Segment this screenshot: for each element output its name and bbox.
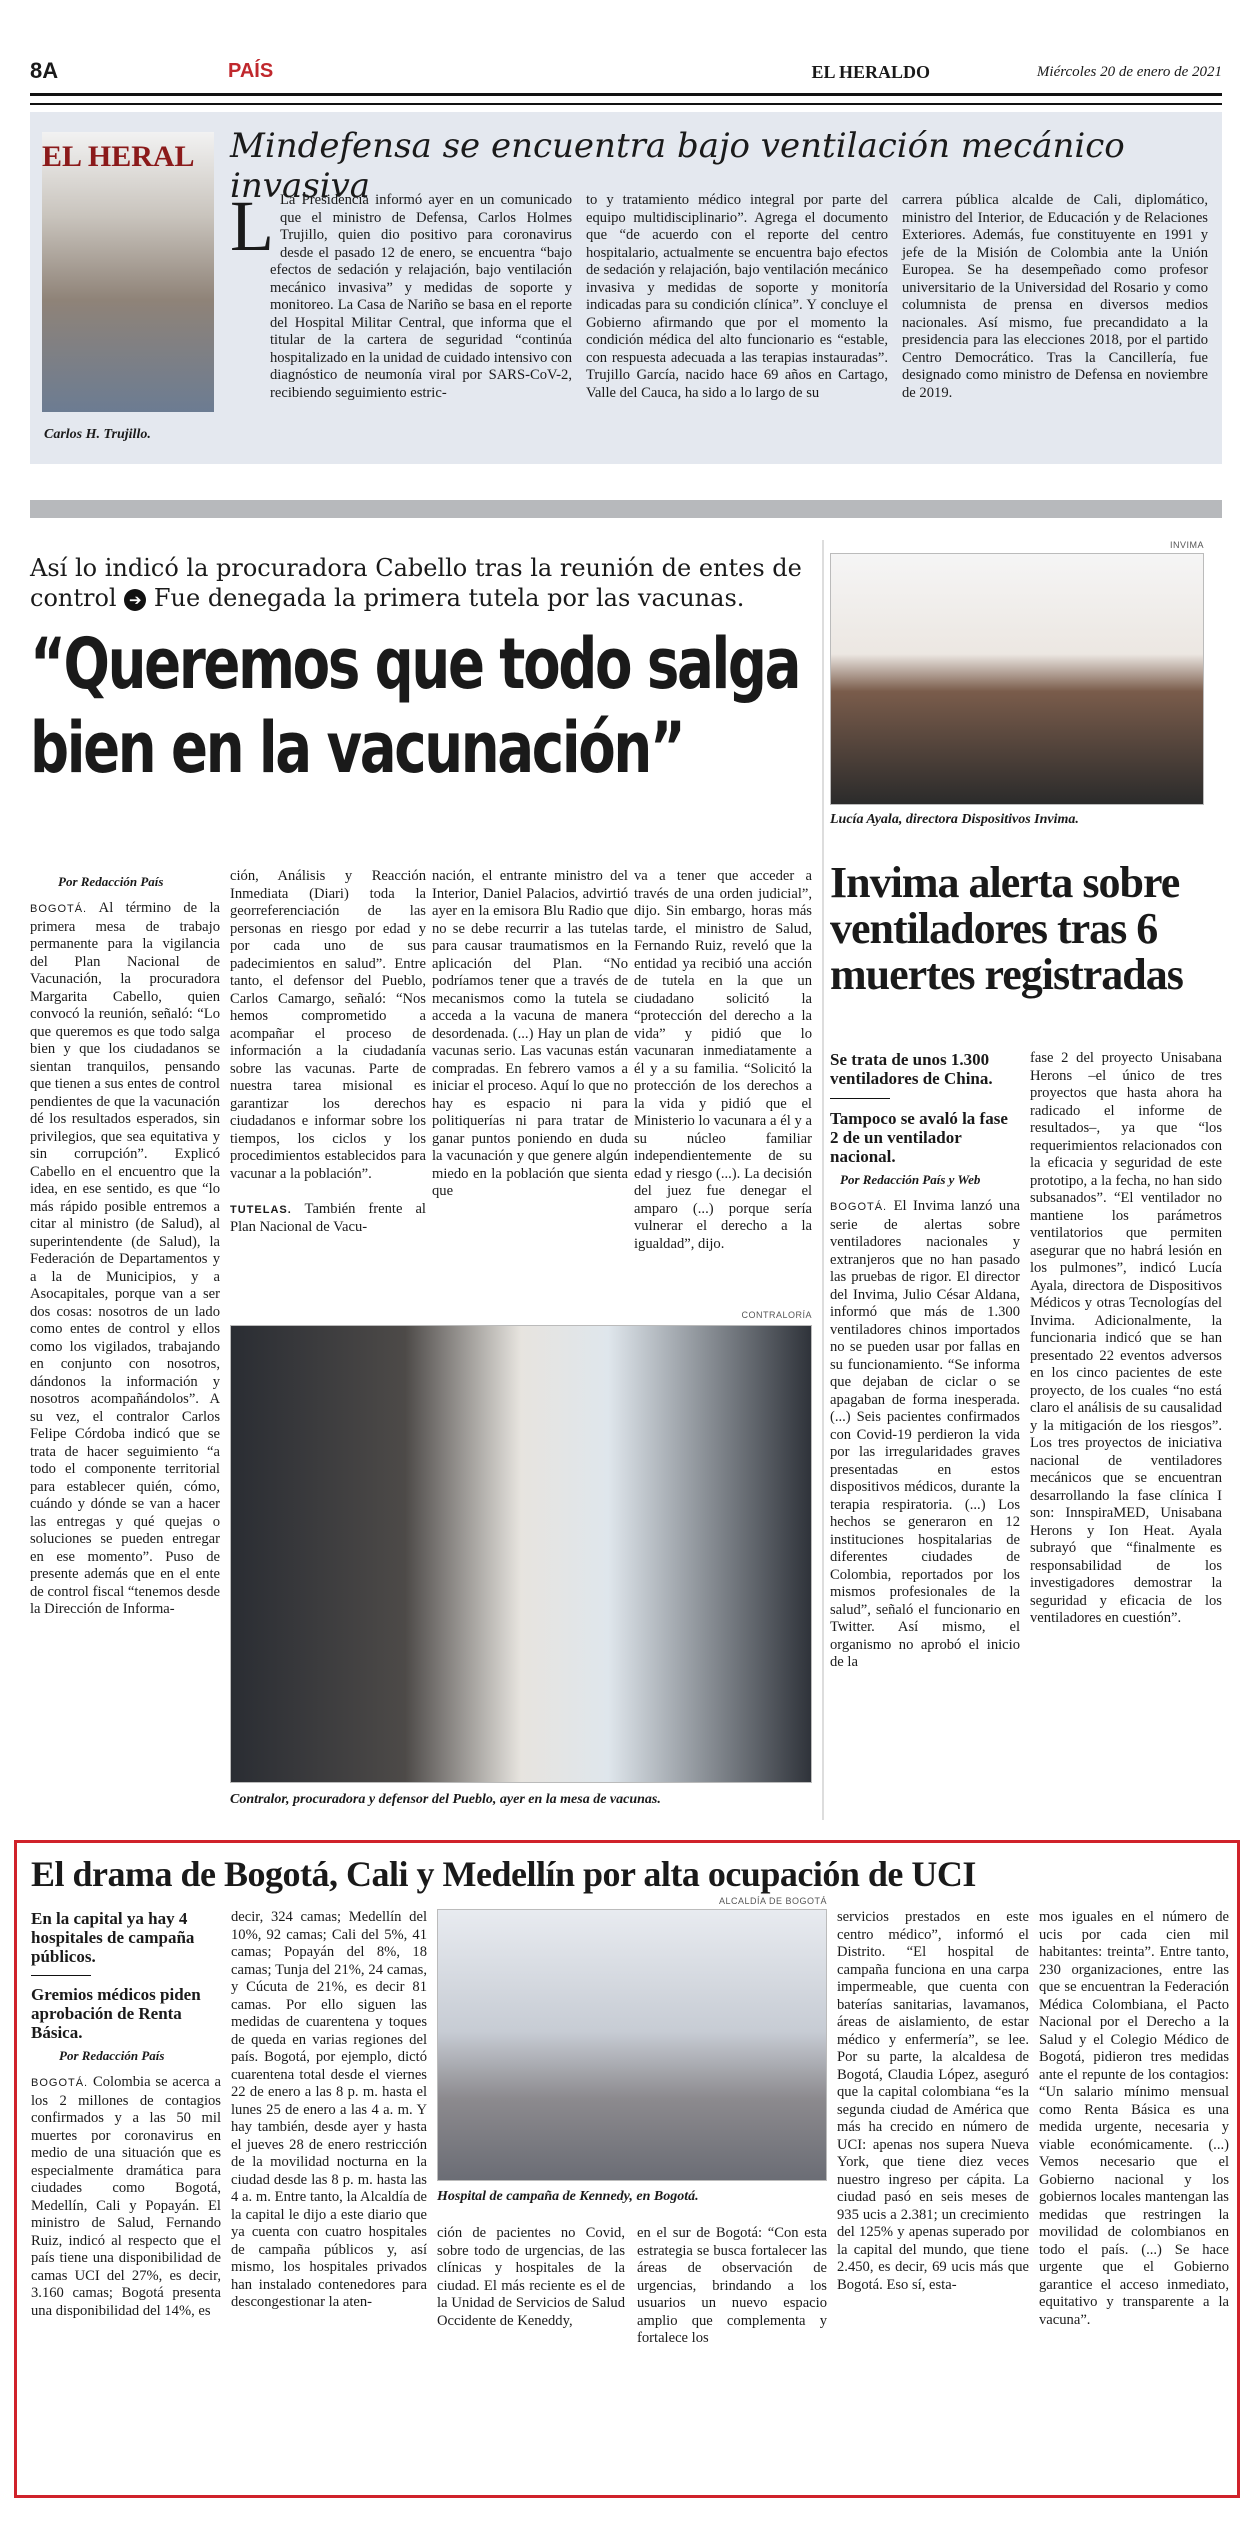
top-col-3: carrera pública alcalde de Cali, diplomático, ministro del Interior, de Educación y de Relaciones Exteriores. Además, fue constituyente en 1991 y jefe de la Misión de Colombia ante la Unión Europea. Se ha desempeñado como profesor universitario de la Universidad del Rosario y como columnista de prensa en diversos medios nacionales. Así mismo, fue precandidato a la presidencia para las elecciones 2018, por el partido Centro Democrático. Tras la Cancillería, fue designado como ministro de Defensa en noviembre de 2019.	[902, 192, 1208, 401]
top-col-1: L La Presidencia informó ayer en un comunicado que el ministro de Defensa, Carlos Holmes Trujillo, quien dio positivo para coronavirus desde el pasado 12 de enero, se encuentra “bajo efectos de sedación y relajación, bajo ventilación mecánico invasiva” y medidas de soporte y monitoreo. La Casa de Nariño se basa en el reporte del Hospital Militar Central, que informa que el titular de la cartera de seguridad “continúa hospitalizado en la unidad de cuidado intensivo con diagnóstico de neumonía viral por SARS-CoV-2, recibiendo seguimiento estric-	[230, 186, 572, 401]
tutelas-label: TUTELAS.	[230, 1203, 292, 1216]
uci-byline: Por Redacción País	[59, 2048, 165, 2063]
main-byline: Por Redacción País	[58, 874, 164, 889]
top-col-2: to y tratamiento médico integral por parte del equipo multidisciplinario”. Agrega el documento que “de acuerdo con el reporte del centro hospitalario, actualmente se encuentra bajo efectos de sedación y relajación, bajo ventilación mecánico invasiva y medidas de soporte y monitoría indicadas para su condición clínica”. Y concluye el Gobierno afirmando que por el momento la condición médica del alto funcionario es “estable, con respuesta adecuada a las terapias instauradas”. Trujillo García, nacido hace 69 años en Cartago, Valle del Cauca, ha sido a lo largo de su	[586, 192, 888, 401]
uci-photo-credit: ALCALDÍA DE BOGOTÁ	[718, 1896, 827, 1906]
main-headline: “Queremos que todo salga bien en la vacunación”	[30, 623, 800, 789]
uci-col-2: decir, 324 camas; Medellín del 10%, 92 camas; Cali del 5%, 41 camas; Popayán del 8%, 18 camas; Tunja del 21%, 24 camas, y Cúcuta de 21%, es decir 81 camas. Por ello siguen las medidas de cuarentena y toques de queda en varias regiones del país. Bogotá, por ejemplo, dictó cuarentena total desde el viernes 22 de enero a las 8 p. m. hasta el lunes 25 de enero a las 4 a. m. Y hay también, desde ayer y hasta el jueves 28 de enero restricción de la movilidad nocturna en la ciudad desde las 8 p. m. hasta las 4 a. m. Entre tanto, la Alcaldía de la capital le dijo a este diario que ya cuenta con cuatro hospitales de campaña públicos y, así mismo, los hospitales privados han instalado contenedores para descongestionar la aten-	[231, 1909, 427, 2310]
uci-col-5: servicios prestados en este centro médico”, informó el Distrito. “El hospital de campaña funciona en una carpa impermeable, que cuenta con baterías sanitarias, lavamanos, áreas de aislamiento, de estar médico y enfermería”, se lee. Por su parte, la alcaldesa de Bogotá, Claudia López, aseguró que la capital colombiana “es la segunda ciudad de América que más ha crecido en número de UCI: apenas nos supera Nueva York, que tiene diez veces nuestro ingreso per cápita. La ciudad pasó en seis meses de 935 ucis a 2.381; un crecimiento del 125% y apenas superado por la capital del mundo, que tiene 2.450, es decir, 69 ucis más que Bogotá. Eso sí, esta-	[837, 1909, 1029, 2293]
main-kicker: Así lo indicó la procuradora Cabello tras la reunión de entes de control ➔ Fue denegada la primera tutela por las vacunas.	[30, 554, 802, 612]
uci-col-6: mos iguales en el número de ucis por cada cien mil habitantes: treinta”. Entre tanto, 230 organizaciones, entre las que se encuentran la Federación Médica Colombiana, el Pacto Nacional por el Derecho a la Salud y el Colegio Médico de Bogotá, pidieron tres medidas ante el repunte de los contagios: “Un salario mínimo mensual como Renta Básica es una medida urgente, necesaria y viable económicamente. (...) Vemos necesario que el Gobierno nacional y los gobiernos locales mantengan las medidas que restringen la movilidad de colombianos en todo el país. (...) Se hace urgente que el Gobierno garantice el acceso inmediato, equitativo y transparente a la vacuna”.	[1039, 1909, 1229, 2328]
main-col-3: nación, el entrante ministro del Interior, Daniel Palacios, advirtió ayer en la emisora Blu Radio que no se debe recurrir a las tutelas para causar traumatismos en la aplicación del Plan. “No podríamos tener que a través de mecanismos como la tutela se acceda a la vacuna de manera desordenada. (...) Hay un plan de vacunas serio. Las vacunas están compradas. En febrero vamos a iniciar el proceso. Aquí lo que no hay es espacio ni para politiquerías ni para tratar de ganar puntos poniendo en duda la vacunación y que genere algún miedo en la población que sienta que	[432, 868, 628, 1199]
uci-sub-1: En la capital ya hay 4 hospitales de campaña públicos.	[31, 1909, 195, 1966]
main-col-1: Por Redacción País BOGOTÁ. Al término de la primera mesa de trabajo permanente para la vigilancia del Plan Nacional de Vacunación, la procuradora Margarita Cabello, quien convocó la reunión, señaló: “Lo que queremos es que todo salga bien y que los ciudadanos se sientan tranquilos, pensando que tienen a sus entes de control pendientes de que la vacunación dé los resultados esperados, sin privilegios, que sea equitativa y sin corrupción”. Explicó Cabello en el encuentro que la idea, en ese sentido, es que “lo más rápido posible entremos a citar al ministro (de Salud), al superintendente (de Salud), la Federación de Departamentos y a la de Municipios, y a Asocapitales, porque van a ser dos cosas: nosotros de un lado como entes de control y ellos como los vigilados, trabajando en conjunto con nosotros, dándonos la información y nosotros acompañándolos”. A su vez, el contralor Carlos Felipe Córdoba indicó que se trata de hacer seguimiento “a todo el componente territorial para establecer quién, cómo, cuándo y dónde se van a hacer las entregas y qué quejas o soluciones se pueden entregar en ese momento”. Puso de presente además que en el ente de control fiscal “tenemos desde la Dirección de Informa-	[30, 874, 220, 1617]
uci-city: BOGOTÁ.	[31, 2077, 89, 2089]
invima-headline: Invima alerta sobre ventiladores tras 6 muertes registradas	[830, 858, 1183, 999]
uci-caption: Hospital de campaña de Kennedy, en Bogotá.	[437, 2189, 699, 2204]
invima-city: BOGOTÁ.	[830, 1201, 888, 1213]
page-date: Miércoles 20 de enero de 2021	[1036, 64, 1222, 80]
section-name: PAÍS	[228, 60, 274, 82]
uci-headline: El drama de Bogotá, Cali y Medellín por alta ocupación de UCI	[31, 1854, 976, 1894]
uci-photo	[437, 1909, 827, 2181]
uci-col-3: ción de pacientes no Covid, sobre todo de urgencias, de las clínicas y hospitales de la ciudad. El más reciente es el de la Unidad de Servicios de Salud Occidente de Keneddy,	[437, 2225, 625, 2329]
invima-sub-2: Tampoco se avaló la fase 2 de un ventilador nacional.	[830, 1109, 1008, 1166]
main-photo-credit: CONTRALORÍA	[741, 1310, 812, 1320]
invima-photo	[830, 553, 1204, 805]
uci-col-4: en el sur de Bogotá: “Con esta estrategia se busca fortalecer las áreas de observación de urgencias, brindando a los usuarios un nuevo espacio amplio que complementa y fortalece los	[637, 2225, 827, 2346]
main-photo	[230, 1325, 812, 1783]
invima-col-2: fase 2 del proyecto Unisabana Herons –el único de tres proyectos que hasta ahora ha radicado el informe de resultados–, ya que “los requerimientos relacionados con la eficacia y seguridad de este prototipo, a la fecha, no han sido subsanados”. “El ventilador no mantiene los parámetros ventilatorios que permiten asegurar que no habrá lesión en los pulmones”, indicó Lucía Ayala, directora de Dispositivos Médicos y otras Tecnologías del Invima. Adicionalmente, la funcionaria indicó que se han presentado 22 eventos adversos en los cinco pacientes de este proyecto, de los cuales “no está claro el análisis de su causalidad y la mitigación de los riesgos”. Los tres proyectos de iniciativa nacional de ventiladores mecánicos que se encuentran desarrollando la fase clínica I son: InnspiraMED, Unisabana Herons y Ion Heat. Ayala subrayó que “finalmente es responsabilidad de los investigadores demostrar la seguridad y eficacia de los ventiladores en cuestión”.	[1030, 1050, 1222, 1626]
masthead: EL HERALDO	[811, 62, 930, 82]
photo-sign-text: EL HERAL	[42, 140, 195, 173]
page-number: 8A	[30, 58, 59, 83]
uci-sub-2: Gremios médicos piden aprobación de Renta Básica.	[31, 1985, 201, 2042]
main-col-2: ción, Análisis y Reacción Inmediata (Diari) toda la georreferenciación de las personas en riesgo por edad y por cada uno de sus padecimientos en salud”. Entre tanto, el defensor del Pueblo, Carlos Camargo, señaló: “Nos hemos comprometido a acompañar el proceso de información a la ciudadanía sobre las vacunas. Parte de nuestra tarea misional es garantizar los derechos ciudadanos e informar sobre los tiempos, los ciclos y los procedimientos establecidos para vacunar a la población”. TUTELAS. También frente al Plan Nacional de Vacu-	[230, 868, 426, 1235]
invima-photo-credit: INVIMA	[1169, 540, 1204, 550]
dropcap: L	[230, 186, 274, 266]
main-caption: Contralor, procuradora y defensor del Pueblo, ayer en la mesa de vacunas.	[230, 1792, 661, 1807]
trujillo-caption: Carlos H. Trujillo.	[44, 427, 151, 442]
invima-col-1: Se trata de unos 1.300 ventiladores de China. Tampoco se avaló la fase 2 de un ventilador nacional. Por Redacción País y Web BOGOTÁ. El Invima lanzó una serie de alertas sobre ventiladores nacionales y extranjeros que no han pasado las pruebas de rigor. El director del Invima, Julio César Aldana, informó que más de 1.300 ventiladores chinos importados no se pueden usar por fallas en su funcionamiento. “Se informa que dejaban de ciclar o se apagaban de forma inesperada. (...) Seis pacientes confirmados con Covid-19 perdieron la vida por las irregularidades graves presentadas en estos dispositivos médicos, durante la terapia respiratoria. (...) Los hechos se generaron en 12 instituciones hospitalarias de diferentes ciudades de Colombia, reportados por los mismos profesionales de la salud”, señaló el funcionario en Twitter. Así mismo, el organismo no aprobó el inicio de la	[830, 1050, 1020, 1670]
top-story-box	[30, 112, 1222, 464]
arrow-icon: ➔	[124, 589, 146, 611]
uci-col-1: En la capital ya hay 4 hospitales de campaña públicos. Gremios médicos piden aprobación de Renta Básica. Por Redacción País BOGOTÁ. Colombia se acerca a los 2 millones de contagios confirmados y a las 50 mil muertes por coronavirus en medio de una situación que es especialmente dramática para ciudades como Bogotá, Medellín, Cali y Popayán. El ministro de Salud, Fernando Ruiz, indicó al respecto que el país tiene una disponibilidad de camas UCI del 27%, es decir, 3.160 camas; Bogotá presenta una disponibilidad del 14%, es	[31, 1909, 221, 2319]
main-col-4: va a tener que acceder a través de una orden judicial”, dijo. Sin embargo, horas más tarde, el ministro de Salud, Fernando Ruiz, reveló que la entidad ya recibió una acción de tutela en la que un ciudadano solicitó la “protección del derecho a la vida” y pidió que lo vacunaran inmediatamente a él y a su familia. “Solicitó la protección de los derechos a la vida y pidió que el Ministerio lo vacunara a él y a su núcleo familiar independientemente de su edad y riesgo (...). La decisión del juez fue denegar el amparo (...) porque sería vulnerar el derecho a la igualdad”, dijo.	[634, 868, 812, 1252]
uci-box	[14, 1840, 1240, 2498]
top-headline: Mindefensa se encuentra bajo ventilación mecánico invasiva	[230, 126, 1125, 206]
invima-caption: Lucía Ayala, directora Dispositivos Invima.	[830, 812, 1079, 827]
page-header	[30, 56, 1222, 96]
invima-sub-1: Se trata de unos 1.300 ventiladores de China.	[830, 1050, 993, 1088]
trujillo-photo	[42, 132, 214, 412]
invima-byline: Por Redacción País y Web	[840, 1172, 981, 1187]
main-city: BOGOTÁ.	[30, 903, 88, 915]
